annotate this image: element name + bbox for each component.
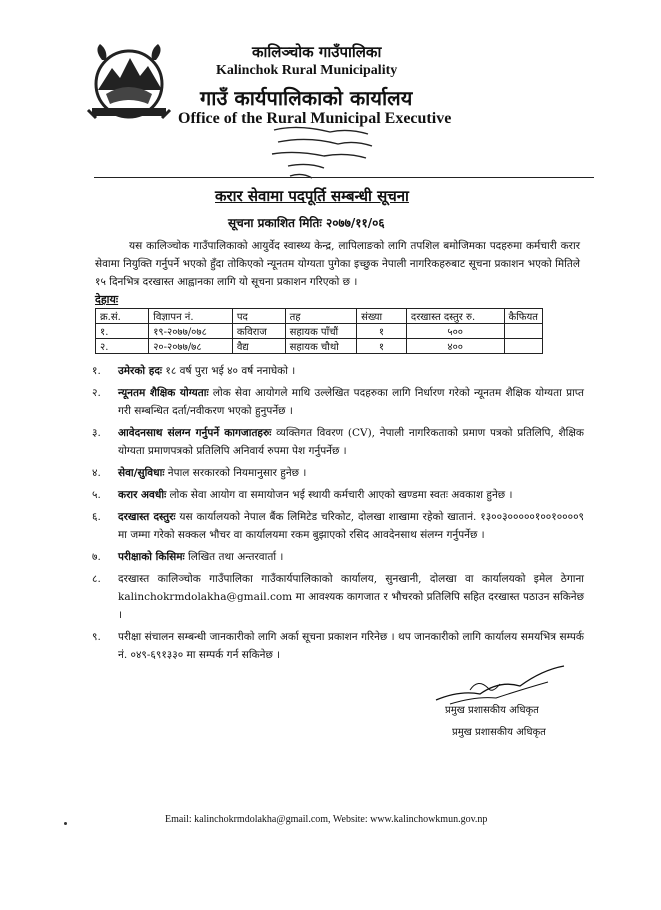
item-number: २.: [92, 387, 101, 399]
item-number: १.: [92, 365, 101, 377]
item-text: लोक सेवा आयोगले माथि उल्लेखित पदहरुका लागि निर्धारण गरेको न्यूनतम शैक्षिक योग्यता प्राप्त गरी सम्बन्धित दर्ता/नवीकरण भएको हुनुपर्नेछ ।: [118, 387, 585, 417]
item-number: ९.: [92, 631, 101, 643]
item-number: ८.: [92, 573, 101, 585]
item-label: आवेदनसाथ संलग्न गर्नुपर्ने कागजातहरुः: [118, 427, 272, 439]
published-date: सूचना प्रकाशित मितिः २०७७/११/०६: [228, 216, 385, 230]
list-item: [92, 424, 584, 460]
vacancy-table: [95, 308, 543, 354]
office-name-english: Office of the Rural Municipal Executive: [178, 110, 452, 127]
item-text: व्यक्तिगत विवरण (CV), नेपाली नागरिकताको प्रमाण पत्रको प्रतिलिपि, शैक्षिक योग्यता प्रमाणपत्रको प्रतिलिपि अनिवार्य रुपमा पेश गर्नुपर्नेछ ।: [118, 427, 584, 457]
header-divider: [94, 177, 594, 178]
cell-sn: १.: [96, 324, 149, 339]
col-header-level: तह: [285, 309, 356, 324]
list-item: [92, 486, 584, 504]
item-text: लिखित तथा अन्तरवार्ता ।: [188, 551, 284, 563]
nepal-emblem-icon: [86, 40, 172, 120]
col-header-count: संख्या: [357, 309, 407, 324]
list-item: [92, 384, 584, 420]
municipality-name-nepali: कालिञ्चोक गाउँपालिका: [252, 43, 382, 61]
footer-contact: Email: kalinchokrmdolakha@gmail.com, Website: www.kalinchowkmun.gov.np: [165, 814, 488, 825]
cell-post: वैद्य: [232, 339, 285, 354]
col-header-remarks: कैफियत: [504, 309, 542, 324]
item-text: लोक सेवा आयोग वा समायोजन भई स्थायी कर्मचारी आएको खण्डमा स्वतः अवकाश हुनेछ ।: [169, 489, 513, 501]
item-text: दरखास्त कालिञ्चोक गाउँपालिका गाउँकार्यपालिकाको कार्यालय, सुनखानी, दोलखा वा कार्यालयको इमेल ठेगाना kalinchokrmdolakha@gmail.com मा आवश्यक कागजात र भौचरको प्रतिलिपि सहित दरखास्त पठाउन सकिनेछ ।: [118, 573, 584, 621]
list-item: [92, 628, 584, 664]
cell-post: कविराज: [232, 324, 285, 339]
item-label: उमेरको हदः: [118, 365, 163, 377]
table-header-row: [96, 309, 543, 324]
signatory-stamp-title: प्रमुख प्रशासकीय अधिकृत: [452, 727, 546, 738]
cell-level: सहायक चौथो: [285, 339, 356, 354]
list-item: [92, 464, 584, 482]
cell-fee: ४००: [406, 339, 504, 354]
notice-title: करार सेवामा पदपूर्ति सम्बन्धी सूचना: [215, 187, 409, 205]
intro-paragraph: यस कालिञ्चोक गाउँपालिकाको आयुर्वेद स्वास्थ्य केन्द्र, लापिलाङको लागि तपशिल बमोजिमका पदहरुमा कर्मचारी करार सेवामा नियुक्ति गर्नुपर्ने भएको हुँदा तोकिएको न्यूनतम योग्यता पुगेका इच्छुक नेपाली नागरिकहरुबाट सूचना प्रकाशन भएको मितिले १५ दिनभित्र दरखास्त आह्वानका लागि यो सूचना प्रकाशन गरिएको छ ।: [95, 240, 580, 288]
cell-count: १: [357, 339, 407, 354]
col-header-post: पद: [232, 309, 285, 324]
col-header-fee: दरखास्त दस्तुर रु.: [406, 309, 504, 324]
cell-ad-no: २०-२०७७/७८: [149, 339, 233, 354]
municipality-name-english: Kalinchok Rural Municipality: [216, 63, 398, 78]
item-number: ३.: [92, 427, 101, 439]
cell-sn: २.: [96, 339, 149, 354]
signatory-title: प्रमुख प्रशासकीय अधिकृत: [445, 705, 539, 716]
cell-ad-no: १९-२०७७/०७८: [149, 324, 233, 339]
item-number: ६.: [92, 511, 101, 523]
cell-fee: ५००: [406, 324, 504, 339]
item-text: यस कार्यालयको नेपाल बैंक लिमिटेड चरिकोट, दोलखा शाखामा रहेको खातानं. १३००३०००००१००१००००९ मा जम्मा गरेको सक्कल भौचर वा कार्यालयमा रकम बुझाएको रसिद आवदेनसाथ संलग्न गर्नुपर्नेछ ।: [118, 511, 585, 541]
item-label: परीक्षाको किसिमः: [118, 551, 185, 563]
list-item: [92, 548, 584, 566]
item-label: दरखास्त दस्तुरः: [118, 511, 176, 523]
item-text: १८ वर्ष पुरा भई ४० वर्ष ननाघेको ।: [165, 365, 296, 377]
list-item: [92, 508, 584, 544]
cell-remarks: [504, 324, 542, 339]
margin-dot: [64, 822, 67, 825]
item-text: नेपाल सरकारको नियमानुसार हुनेछ ।: [167, 467, 307, 479]
cell-level: सहायक पाँचौं: [285, 324, 356, 339]
office-name-nepali: गाउँ कार्यपालिकाको कार्यालय: [200, 86, 413, 110]
col-header-sn: क्र.सं.: [96, 309, 149, 324]
list-item: [92, 570, 584, 624]
col-header-ad-no: विज्ञापन नं.: [149, 309, 233, 324]
office-stamp: [268, 120, 378, 182]
item-number: ५.: [92, 489, 101, 501]
table-row: [96, 339, 543, 354]
item-number: ७.: [92, 551, 101, 563]
item-number: ४.: [92, 467, 101, 479]
details-label: देहायः: [95, 293, 119, 306]
cell-count: १: [357, 324, 407, 339]
cell-remarks: [504, 339, 542, 354]
conditions-list: [92, 362, 584, 668]
item-label: करार अवधीः: [118, 489, 167, 501]
item-label: सेवा/सुविधाः: [118, 467, 165, 479]
item-label: न्यूनतम शैक्षिक योग्यताः: [118, 387, 209, 399]
table-row: [96, 324, 543, 339]
item-text: परीक्षा संचालन सम्बन्धी जानकारीको लागि अर्का सूचना प्रकाशन गरिनेछ । थप जानकारीको लागि कार्यालय समयभित्र सम्पर्क नं. ०४९-६९१३३० मा सम्पर्क गर्न सकिनेछ ।: [118, 631, 584, 661]
list-item: [92, 362, 584, 380]
